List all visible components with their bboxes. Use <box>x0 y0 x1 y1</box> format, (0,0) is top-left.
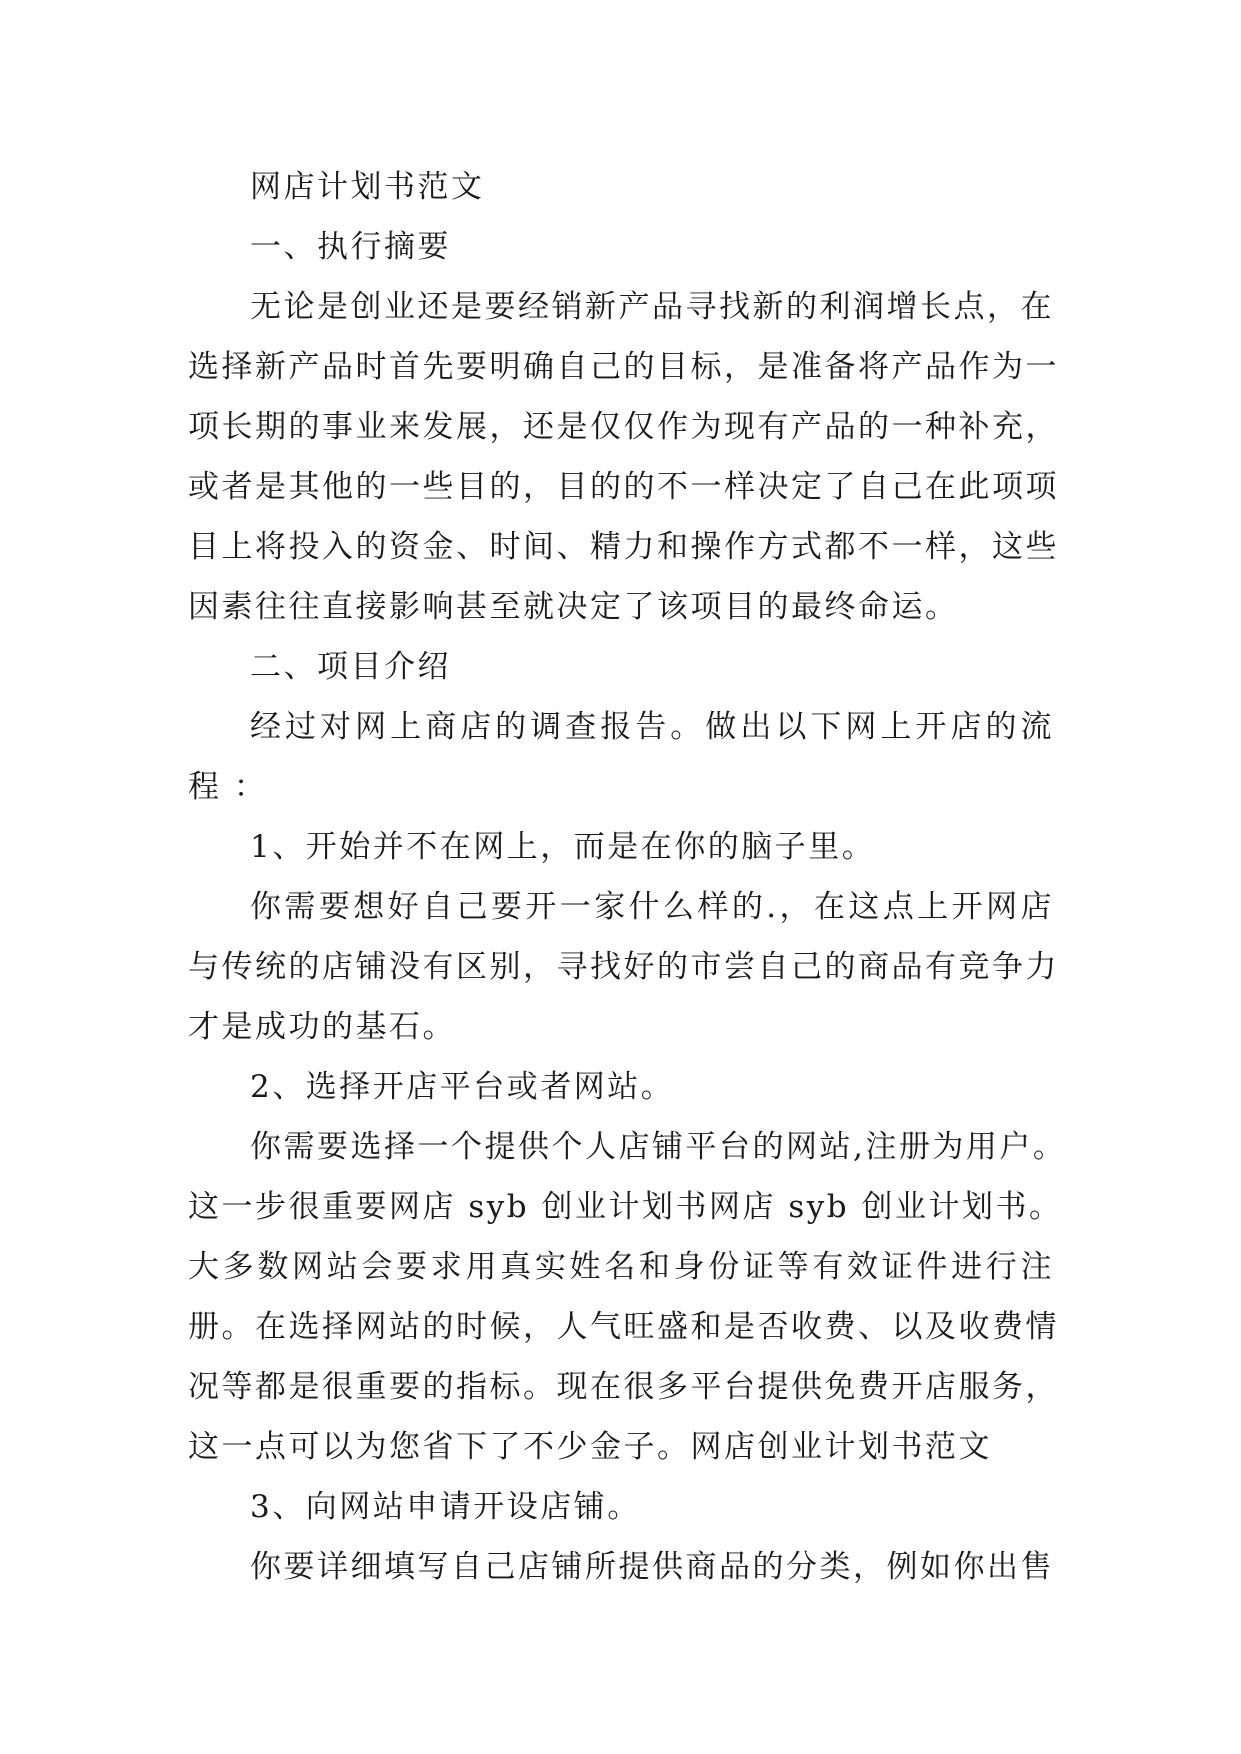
paragraph-line: 才是成功的基石。 <box>188 1009 456 1045</box>
paragraph-line: 无论是创业还是要经销新产品寻找新的利润增长点，在 <box>250 289 1054 325</box>
paragraph-step-2 <box>188 1117 1067 1477</box>
paragraph-line: 或者是其他的一些目的，目的的不一样决定了自己在此项项 <box>188 469 1059 505</box>
paragraph-line: 因素往往直接影响甚至就决定了该项目的最终命运。 <box>188 589 959 625</box>
paragraph-line: 这一步很重要网店 syb 创业计划书网店 syb 创业计划书。 <box>188 1189 1063 1225</box>
paragraph-line: 经过对网上商店的调查报告。做出以下网上开店的流 <box>250 709 1054 745</box>
paragraph-project-intro <box>188 697 1054 817</box>
paragraph-line: 册。在选择网站的时候，人气旺盛和是否收费、以及收费情 <box>188 1309 1059 1345</box>
step-heading-3: 3、向网站申请开设店铺。 <box>250 1489 641 1525</box>
paragraph-line: 你需要想好自己要开一家什么样的.，在这点上开网店 <box>250 889 1054 925</box>
section-heading-summary: 一、执行摘要 <box>250 229 451 265</box>
paragraph-line: 项长期的事业来发展，还是仅仅作为现有产品的一种补充， <box>188 409 1059 445</box>
paragraph-line: 程 ： <box>188 769 268 805</box>
paragraph-line: 选择新产品时首先要明确自己的目标，是准备将产品作为一 <box>188 349 1059 385</box>
paragraph-line: 与传统的店铺没有区别，寻找好的市尝自己的商品有竞争力 <box>188 949 1059 985</box>
document-page <box>188 157 1067 1597</box>
paragraph-line: 大多数网站会要求用真实姓名和身份证等有效证件进行注 <box>188 1249 1054 1285</box>
document-title: 网店计划书范文 <box>250 169 485 205</box>
paragraph-line: 你要详细填写自己店铺所提供商品的分类，例如你出售 <box>250 1549 1054 1585</box>
paragraph-line: 况等都是很重要的指标。现在很多平台提供免费开店服务， <box>188 1369 1059 1405</box>
paragraph-line: 目上将投入的资金、时间、精力和操作方式都不一样，这些 <box>188 529 1059 565</box>
step-heading-1: 1、开始并不在网上，而是在你的脑子里。 <box>250 829 876 865</box>
section-heading-project-intro: 二、项目介绍 <box>250 649 451 685</box>
paragraph-line: 你需要选择一个提供个人店铺平台的网站,注册为用户。 <box>250 1129 1067 1165</box>
paragraph-line: 这一点可以为您省下了不少金子。网店创业计划书范文 <box>188 1429 992 1465</box>
step-heading-2: 2、选择开店平台或者网站。 <box>250 1069 675 1105</box>
paragraph-step-3 <box>188 1537 1054 1597</box>
paragraph-step-1 <box>188 877 1059 1057</box>
paragraph-summary <box>188 277 1059 637</box>
